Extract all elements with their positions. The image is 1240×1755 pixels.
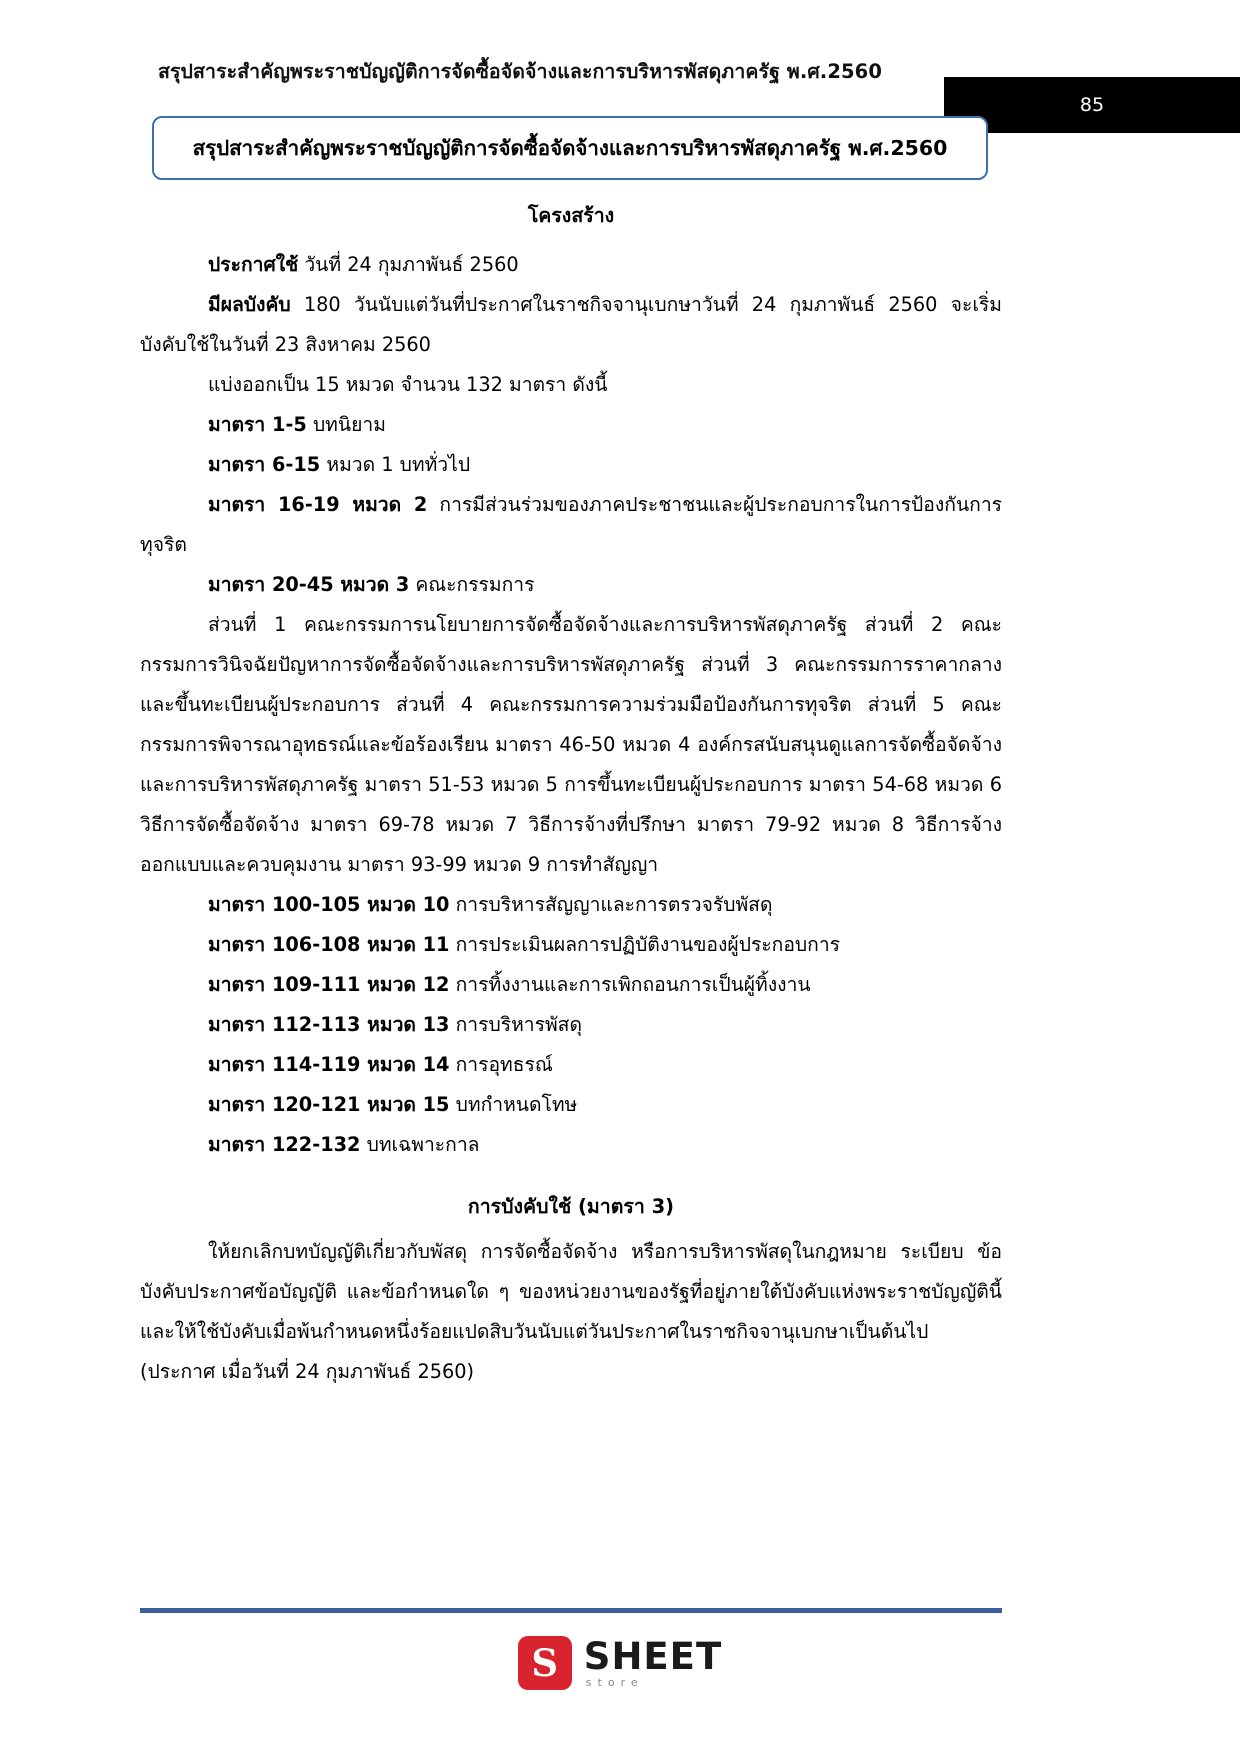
section-label: มาตรา 20-45 หมวด 3 — [208, 573, 410, 596]
section-item — [140, 485, 1002, 565]
section-text: หมวด 1 บททั่วไป — [326, 453, 471, 476]
section-item — [140, 1085, 1002, 1125]
effective-label: มีผลบังคับ — [208, 293, 291, 316]
running-header-title: สรุปสาระสำคัญพระราชบัญญัติการจัดซื้อจัดจ้างและการบริหารพัสดุภาครัฐ พ.ศ.2560 — [157, 60, 882, 83]
section-text: บทเฉพาะกาล — [366, 1133, 480, 1156]
document-body — [140, 196, 1002, 1392]
section-text: คณะกรรมการ — [415, 573, 535, 596]
section-text: การบริหารสัญญาและการตรวจรับพัสดุ — [455, 893, 773, 916]
announce-text: วันที่ 24 กุมภาพันธ์ 2560 — [304, 253, 519, 276]
page-number: 85 — [1079, 94, 1105, 116]
section-label: มาตรา 6-15 — [208, 453, 321, 476]
section-item — [140, 1045, 1002, 1085]
document-title-box — [152, 116, 988, 180]
announce-line — [140, 245, 1002, 285]
section-label: มาตรา 112-113 หมวด 13 — [208, 1013, 450, 1036]
section-item — [140, 445, 1002, 485]
section-label: มาตรา 100-105 หมวด 10 — [208, 893, 450, 916]
document-title: สรุปสาระสำคัญพระราชบัญญัติการจัดซื้อจัดจ้างและการบริหารพัสดุภาครัฐ พ.ศ.2560 — [192, 135, 948, 160]
section-text: การอุทธรณ์ — [455, 1053, 553, 1076]
footer-logo — [0, 1636, 1240, 1690]
divide-line — [140, 365, 1002, 405]
section-text: การทิ้งงานและการเพิกถอนการเป็นผู้ทิ้งงาน — [455, 973, 811, 996]
footer-logo-word: SHEET — [583, 1635, 723, 1678]
section-text: บทกำหนดโทษ — [455, 1093, 578, 1116]
section-text: บทนิยาม — [312, 413, 386, 436]
section-text: การบริหารพัสดุ — [455, 1013, 582, 1036]
section-item — [140, 405, 1002, 445]
section-text: การมีส่วนร่วมของภาคประชาชนและผู้ประกอบการในการป้องกันการทุจริต — [140, 493, 1002, 556]
section-item — [140, 885, 1002, 925]
section-label: มาตรา 1-5 — [208, 413, 307, 436]
section-item — [140, 965, 1002, 1005]
effective-text: 180 วันนับแต่วันที่ประกาศในราชกิจจานุเบกษาวันที่ 24 กุมภาพันธ์ 2560 จะเริ่มบังคับใช้ในวันที่ 23 สิงหาคม 2560 — [140, 293, 1002, 356]
footer-logo-subword: store — [585, 1676, 644, 1689]
structure-heading: โครงสร้าง — [527, 204, 615, 227]
section-item — [140, 1125, 1002, 1165]
footer-logo-text — [583, 1635, 723, 1689]
section-item — [140, 925, 1002, 965]
effective-line — [140, 285, 1002, 365]
enforcement-paragraph: ให้ยกเลิกบทบัญญัติเกี่ยวกับพัสดุ การจัดซื้อจัดจ้าง หรือการบริหารพัสดุในกฎหมาย ระเบียบ ข้อบังคับประกาศข้อบัญญัติ และข้อกำหนดใด ๆ ของหน่วยงานของรัฐที่อยู่ภายใต้บังคับแห่งพระราชบัญญัตินี้ และให้ใช้บังคับเมื่อพ้นกำหนดหนึ่งร้อยแปดสิบวันนับแต่วันประกาศในราชกิจจานุเบกษาเป็นต้นไป (ประกาศ เมื่อวันที่ 24 กุมภาพันธ์ 2560) — [140, 1240, 1002, 1383]
section-label: มาตรา 114-119 หมวด 14 — [208, 1053, 450, 1076]
section-text: การประเมินผลการปฏิบัติงานของผู้ประกอบการ — [455, 933, 841, 956]
section-label: มาตรา 16-19 หมวด 2 — [208, 493, 428, 516]
page-header — [0, 44, 1240, 116]
section-label: มาตรา 106-108 หมวด 11 — [208, 933, 450, 956]
divide-text: แบ่งออกเป็น 15 หมวด จำนวน 132 มาตรา ดังนี้ — [208, 373, 608, 396]
section-label: มาตรา 122-132 — [208, 1133, 361, 1156]
announce-label: ประกาศใช้ — [208, 253, 299, 276]
footer-divider — [140, 1608, 1002, 1613]
section-item — [140, 565, 1002, 605]
section-label: มาตรา 120-121 หมวด 15 — [208, 1093, 450, 1116]
section-label: มาตรา 109-111 หมวด 12 — [208, 973, 450, 996]
committee-paragraph: ส่วนที่ 1 คณะกรรมการนโยบายการจัดซื้อจัดจ้างและการบริหารพัสดุภาครัฐ ส่วนที่ 2 คณะกรรมการวินิจฉัยปัญหาการจัดซื้อจัดจ้างและการบริหารพัสดุภาครัฐ ส่วนที่ 3 คณะกรรมการราคากลางและขึ้นทะเบียนผู้ประกอบการ ส่วนที่ 4 คณะกรรมการความร่วมมือป้องกันการทุจริต ส่วนที่ 5 คณะกรรมการพิจารณาอุทธรณ์และข้อร้องเรียน มาตรา 46-50 หมวด 4 องค์กรสนับสนุนดูแลการจัดซื้อจัดจ้างและการบริหารพัสดุภาครัฐ มาตรา 51-53 หมวด 5 การขึ้นทะเบียนผู้ประกอบการ มาตรา 54-68 หมวด 6 วิธีการจัดซื้อจัดจ้าง มาตรา 69-78 หมวด 7 วิธีการจ้างที่ปรึกษา มาตรา 79-92 หมวด 8 วิธีการจ้างออกแบบและควบคุมงาน มาตรา 93-99 หมวด 9 การทำสัญญา — [140, 613, 1002, 876]
enforcement-heading: การบังคับใช้ (มาตรา 3) — [467, 1195, 675, 1218]
sheet-store-logo-icon: S — [518, 1636, 572, 1690]
section-item — [140, 1005, 1002, 1045]
